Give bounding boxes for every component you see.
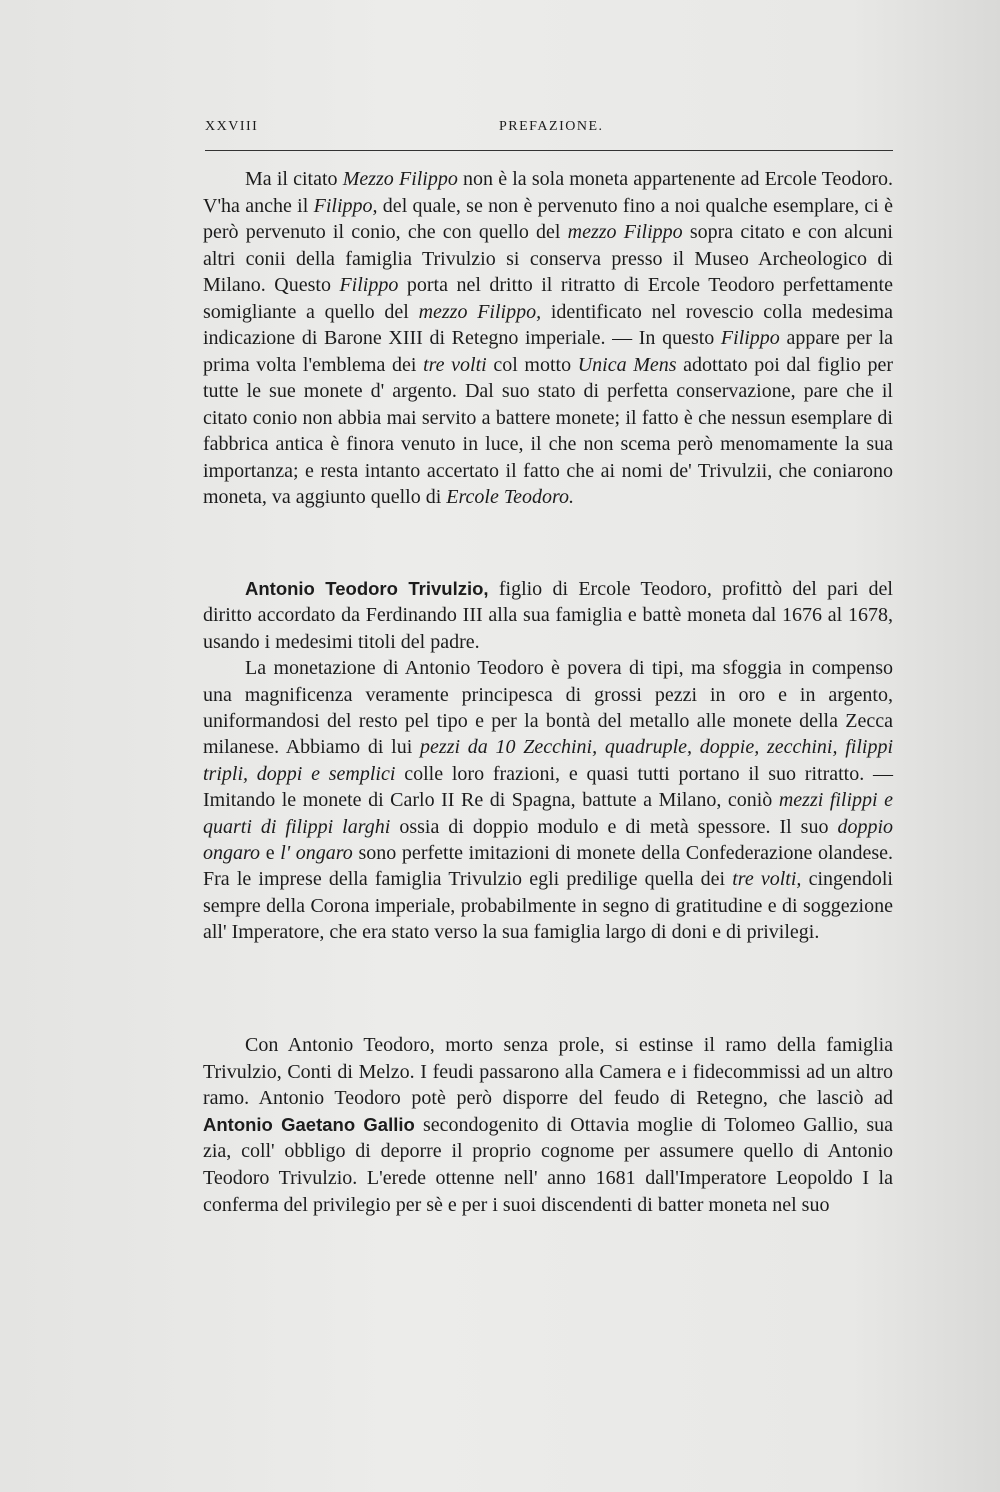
- text-run: Ma il citato: [245, 168, 343, 190]
- header-rule: [205, 150, 893, 151]
- text-run: e: [260, 842, 281, 865]
- text-run: colle loro frazioni, e quasi tutti portano il suo ritratto. — Imitando le monete di Carlo II Re di Spagna, battute a Milano, coniò: [203, 762, 894, 812]
- text-run: ossia di doppio modulo e di metà spessore. Il suo: [390, 815, 838, 838]
- paragraph: [203, 655, 893, 945]
- bold-name: Antonio Gaetano Gallio: [203, 1113, 415, 1135]
- italic-text: Filippo: [720, 327, 780, 349]
- italic-text: doppio ongaro: [203, 815, 894, 865]
- italic-text: tre volti: [423, 353, 487, 376]
- italic-text: Unica Mens: [577, 353, 677, 376]
- page-number: XXVIII: [205, 119, 259, 134]
- text-run: adottato poi dal figlio per tutte le sue monete d' argento. Dal suo stato di perfetta conservazione, pare che il citato conio non abbia mai servito a battere monete; il fatto è che nessun esemplare di fabbrica antica è finora venuto in luce, il che non scema però menomamente la sua importanza; e resta intanto accertato il fatto che ai nomi de' Trivulzii, che coniarono moneta, va aggiunto quello di: [203, 353, 893, 508]
- running-head: [205, 119, 893, 143]
- italic-text: pezzi da 10 Zecchini, quadruple, doppie, zecchini, filippi tripli, doppi e semplici: [203, 736, 893, 785]
- italic-text: tre volti,: [732, 868, 802, 891]
- italic-text: mezzo Filippo,: [418, 300, 542, 323]
- bold-name: Antonio Teodoro Trivulzio,: [245, 578, 489, 599]
- text-run: col motto: [486, 353, 578, 376]
- text-run: appare per la prima volta l'emblema dei: [203, 327, 893, 376]
- text-run: porta nel dritto il ritratto di Ercole Teodoro perfettamente somigliante a quello del: [203, 274, 893, 323]
- running-title: PREFAZIONE.: [499, 119, 604, 134]
- section-ercole-teodoro: [203, 166, 893, 511]
- text-run: sono perfette imitazioni di monete della Confederazione olandese. Fra le imprese della famiglia Trivulzio egli predilige quella dei: [203, 842, 893, 891]
- italic-text: l' ongaro: [280, 842, 353, 865]
- text-run: sopra citato e con alcuni altri conii della famiglia Trivulzio si conserva presso il Museo Archeologico di Milano. Questo: [203, 221, 893, 296]
- paragraph: [203, 166, 893, 511]
- text-run: figlio di Ercole Teodoro, profittò del pari del diritto accordato da Ferdinando III alla sua famiglia e battè moneta dal 1676 al 1678, usando i medesimi titoli del padre.: [203, 578, 893, 653]
- italic-text: Ercole Teodoro.: [446, 486, 575, 508]
- text-run: cingendoli sempre della Corona imperiale, probabilmente in segno di gratitudine e di soggezione all' Imperatore, che era stato verso la sua famiglia largo di doni e di privilegi.: [203, 868, 893, 944]
- text-run: del quale, se non è pervenuto fino a noi qualche esemplare, ci è però pervenuto il conio, che con quello del: [203, 194, 894, 243]
- section-antonio-teodoro: [203, 576, 893, 946]
- text-run: secondogenito di Ottavia moglie di Tolomeo Gallio, sua zia, coll' obbligo di deporre il proprio cognome per assumere quello di Antonio Teodoro Trivulzio. L'erede ottenne nell' anno 1681 dall'Imperatore Leopoldo I la conferma del privilegio per sè e per i suoi discendenti di batter moneta nel suo: [203, 1113, 894, 1216]
- paragraph: [203, 576, 893, 655]
- section-antonio-gaetano-gallio: [203, 1032, 893, 1218]
- italic-text: Mezzo Filippo: [342, 168, 458, 190]
- text-run: La monetazione di Antonio Teodoro è povera di tipi, ma sfoggia in compenso una magnificenza veramente principesca di grossi pezzi in oro e in argento, uniformandosi del resto pel tipo e per la bontà del metallo alle monete della Zecca milanese. Abbiamo di lui: [203, 657, 893, 759]
- italic-text: Filippo: [339, 274, 399, 296]
- paragraph: [203, 1032, 893, 1218]
- italic-text: mezzi filippi e quarti di filippi larghi: [203, 789, 894, 838]
- text-run: non è la sola moneta appartenente ad Ercole Teodoro. V'ha anche il: [203, 168, 893, 217]
- italic-text: Filippo,: [313, 194, 378, 217]
- italic-text: mezzo Filippo: [567, 221, 683, 243]
- text-run: Con Antonio Teodoro, morto senza prole, si estinse il ramo della famiglia Trivulzio, Conti di Melzo. I feudi passarono alla Camera e i fidecommissi ad un altro ramo. Antonio Teodoro potè però disporre del feudo di Retegno, che lasciò ad: [203, 1034, 893, 1110]
- text-run: identificato nel rovescio colla medesima indicazione di Barone XIII di Retegno imperiale. — In questo: [203, 300, 893, 349]
